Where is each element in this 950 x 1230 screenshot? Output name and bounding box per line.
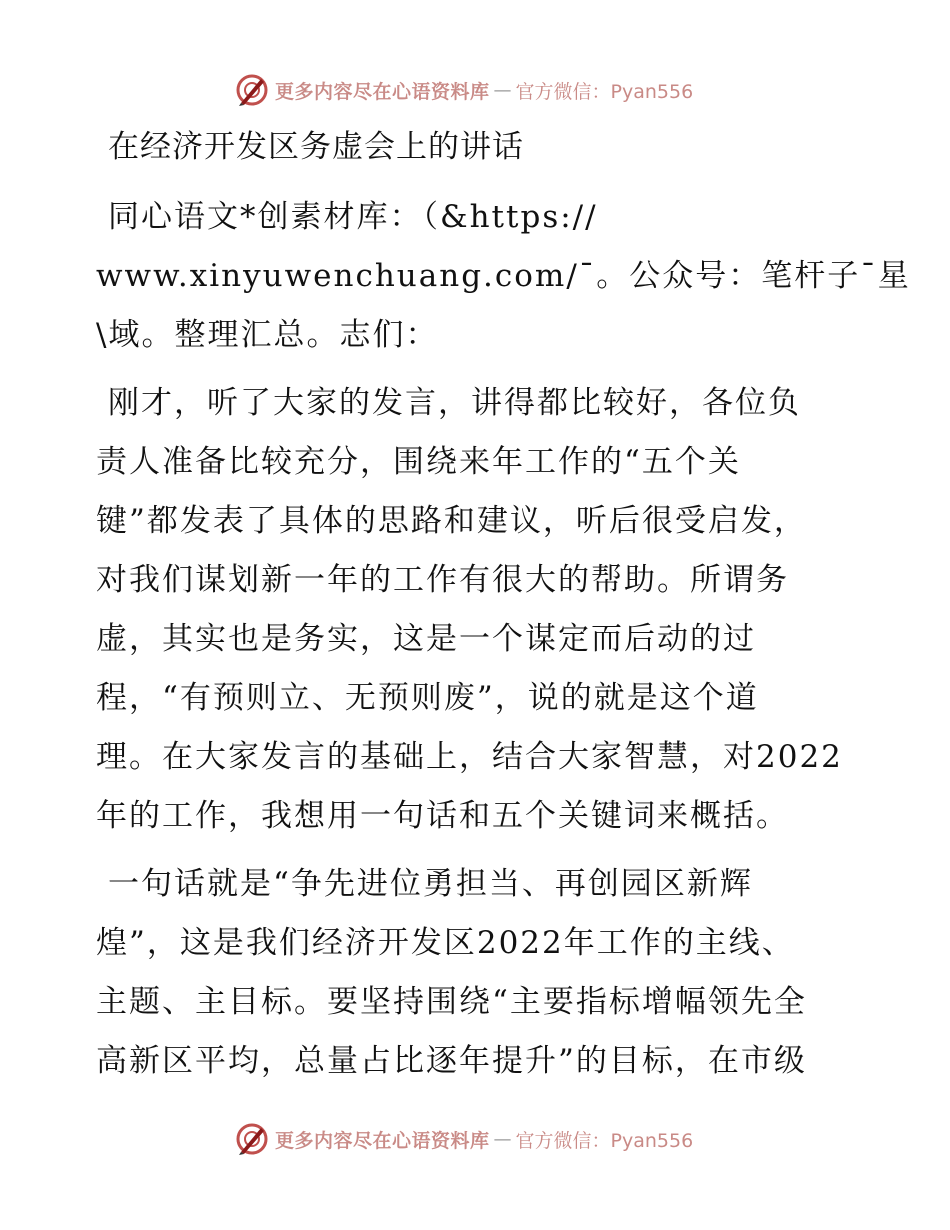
paragraph-2 [96,855,866,1091]
pen-logo-icon [235,1122,269,1156]
paragraph-line: 对我们谋划新一年的工作有很大的帮助。所谓务 [96,562,789,598]
banner-separator: — [493,1128,512,1150]
pen-logo-icon [235,73,269,107]
banner-text: 更多内容尽在心语资料库 [275,1129,490,1152]
paragraph-line: 高新区平均，总量占比逐年提升”的目标，在市级 [96,1043,807,1079]
paragraph-1 [96,374,866,846]
source-line: 同心语文*创素材库：（&https:// [108,199,598,235]
banner-separator: — [493,79,512,101]
footer-banner [235,1121,693,1157]
source-line: \域。整理汇总。志们： [96,317,439,353]
banner-wechat: 官方微信：Pyan556 [515,80,694,103]
paragraph-line: 理。在大家发言的基础上，结合大家智慧，对2022 [96,739,843,775]
paragraph-line: 年的工作，我想用一句话和五个关键词来概括。 [96,798,789,834]
document-body [96,118,911,1100]
paragraph-line: 主题、主目标。要坚持围绕“主要指标增幅领先全 [96,984,807,1020]
source-line: www.xinyuwenchuang.com/¯。公众号：笔杆子¯星 [96,258,911,294]
paragraph-line: 程，“有预则立、无预则废”，说的就是这个道 [96,680,759,716]
source-note [96,188,911,365]
paragraph-line: 虚，其实也是务实，这是一个谋定而后动的过 [96,621,756,657]
paragraph-line: 键”都发表了具体的思路和建议，听后很受启发， [96,503,807,539]
banner-text: 更多内容尽在心语资料库 [275,80,490,103]
paragraph-line: 一句话就是“争先进位勇担当、再创园区新辉 [108,866,753,902]
header-banner [235,72,693,108]
paragraph-line: 责人准备比较充分，围绕来年工作的“五个关 [96,444,741,480]
banner-wechat: 官方微信：Pyan556 [515,1129,694,1152]
paragraph-line: 煌”，这是我们经济开发区2022年工作的主线、 [96,925,795,961]
paragraph-line: 刚才，听了大家的发言，讲得都比较好，各位负 [108,385,801,421]
document-title: 在经济开发区务虚会上的讲话 [108,129,524,165]
